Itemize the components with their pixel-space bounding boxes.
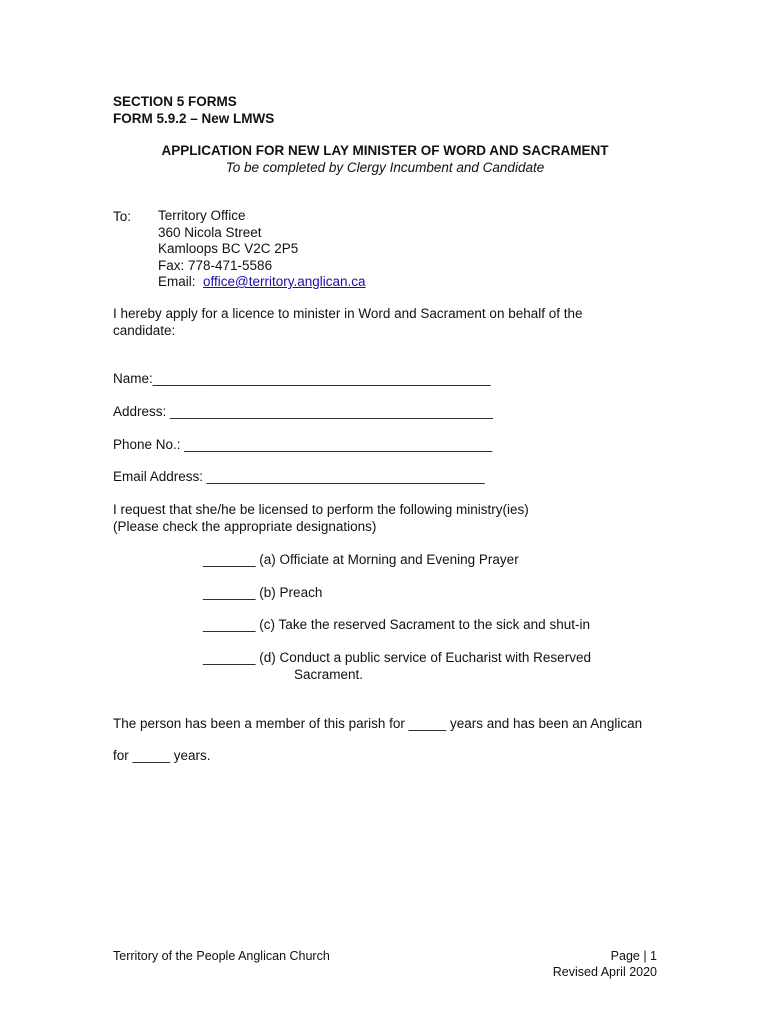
to-label: To: <box>113 209 132 224</box>
request-line: I request that she/he be licensed to perform the following ministry(ies) <box>113 502 529 517</box>
form-title: APPLICATION FOR NEW LAY MINISTER OF WORD AND SACRAMENT <box>161 143 609 158</box>
ministry-option-a[interactable]: _______ (a) Officiate at Morning and Evening Prayer <box>203 552 519 567</box>
email-link[interactable]: office@territory.anglican.ca <box>203 274 366 289</box>
email-field[interactable]: Email Address: _____________________________________ <box>113 469 485 484</box>
request-line: (Please check the appropriate designations) <box>113 518 377 534</box>
form-number: FORM 5.9.2 – New LMWS <box>113 111 275 126</box>
footer-organization: Territory of the People Anglican Church <box>113 949 330 963</box>
request-paragraph <box>113 502 529 535</box>
page-number: Page | 1 <box>610 949 657 963</box>
address-line: Territory Office <box>158 208 246 223</box>
name-field[interactable]: Name:_____________________________________________ <box>113 371 491 386</box>
address-line: Kamloops BC V2C 2P5 <box>158 241 299 256</box>
ministry-option-b[interactable]: _______ (b) Preach <box>203 585 323 600</box>
intro-paragraph <box>113 306 583 339</box>
ministry-option-d[interactable]: _______ (d) Conduct a public service of Eucharist with Reserved <box>203 650 591 665</box>
intro-line: I hereby apply for a licence to minister in Word and Sacrament on behalf of the <box>113 306 583 321</box>
address-line: Fax: 778-471-5586 <box>158 257 273 273</box>
revision-date: Revised April 2020 <box>552 965 657 979</box>
form-subtitle: To be completed by Clergy Incumbent and Candidate <box>225 160 545 175</box>
phone-field[interactable]: Phone No.: _________________________________________ <box>113 437 493 452</box>
ministry-option-c[interactable]: _______ (c) Take the reserved Sacrament to the sick and shut-in <box>203 617 590 632</box>
address-field[interactable]: Address: ___________________________________________ <box>113 404 493 419</box>
ministry-option-d-continued: Sacrament. <box>294 667 364 682</box>
anglican-years-line[interactable]: for _____ years. <box>113 748 211 763</box>
email-label: Email: <box>158 274 196 289</box>
email-line <box>158 274 366 291</box>
address-line: 360 Nicola Street <box>158 224 262 240</box>
section-heading: SECTION 5 FORMS <box>113 94 237 109</box>
membership-line[interactable]: The person has been a member of this parish for _____ years and has been an Anglican <box>113 716 643 731</box>
address-block <box>158 208 366 291</box>
intro-line: candidate: <box>113 322 176 338</box>
